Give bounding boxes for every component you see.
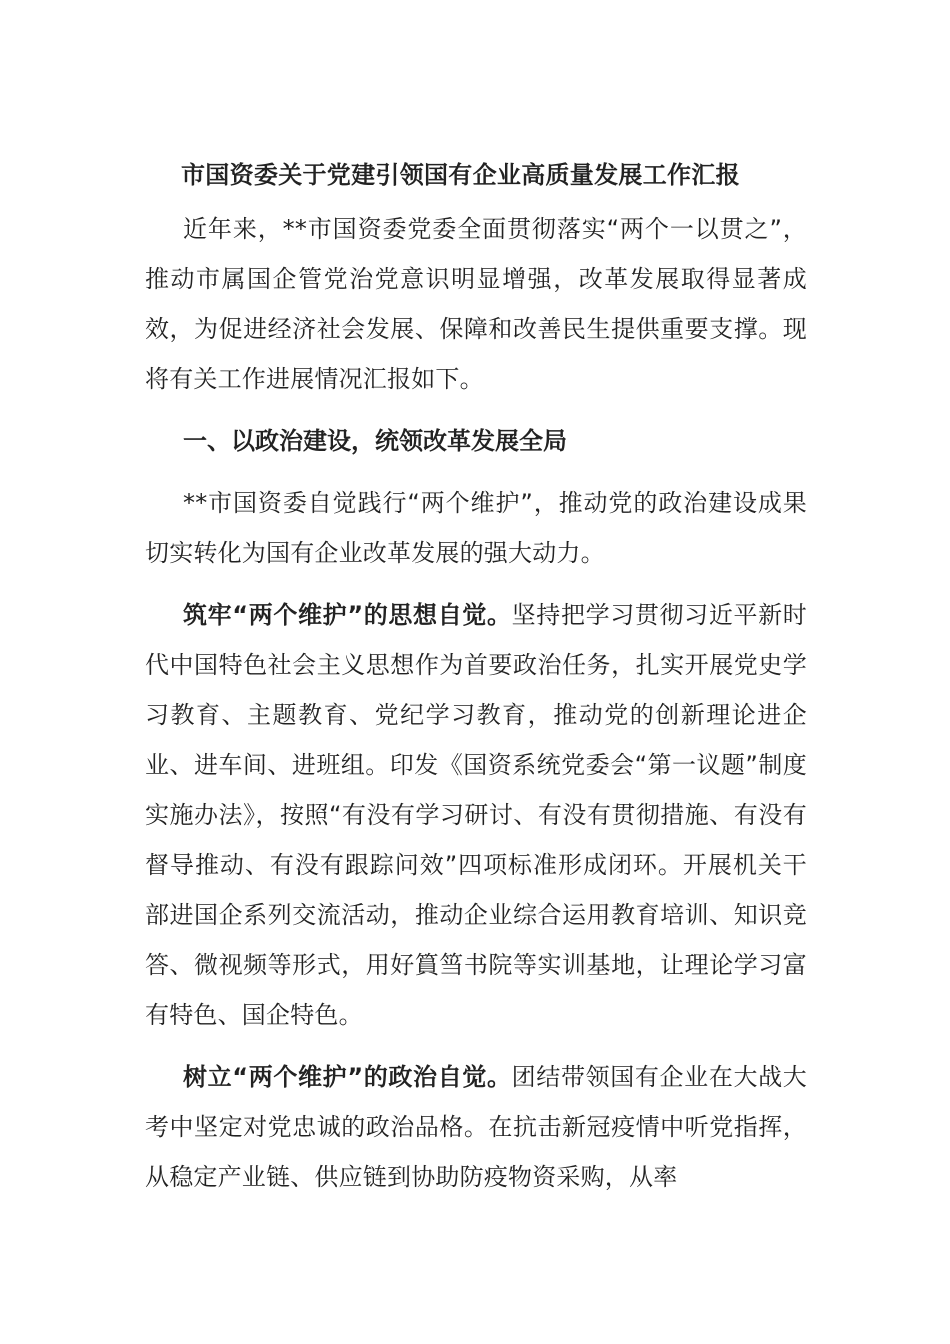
document-title: 市国资委关于党建引领国有企业高质量发展工作汇报 bbox=[181, 161, 740, 189]
item-body-thought: 坚持把学习贯彻习近平新时代中国特色社会主义思想作为首要政治任务，扎实开展党史学习教育、主题教育、党纪学习教育，推动党的创新理论进企业、进车间、进班组。印发《国资系统党委会“第一议题”制度实施办法》，按照“有没有学习研讨、有没有贯彻措施、有没有督导推动、有没有跟踪问效”四项标准形成闭环。开展机关干部进国企系列交流活动，推动企业综合运用教育培训、知识竞答、微视频等形式，用好篔筜书院等实训基地，让理论学习富有特色、国企特色。 bbox=[145, 601, 807, 1029]
item-paragraph-political bbox=[145, 1052, 807, 1202]
item-lead-political: 树立“两个维护”的政治自觉。 bbox=[183, 1063, 512, 1091]
intro-paragraph: 近年来，**市国资委党委全面贯彻落实“两个一以贯之”，推动市属国企管党治党意识明显增强，改革发展取得显著成效，为促进经济社会发展、保障和改善民生提供重要支撑。现将有关工作进展情况汇报如下。 bbox=[145, 215, 807, 393]
section-heading: 一、以政治建设，统领改革发展全局 bbox=[183, 427, 567, 455]
item-lead-thought: 筑牢“两个维护”的思想自觉。 bbox=[183, 601, 512, 629]
item-paragraph-thought bbox=[145, 590, 807, 1040]
section-summary-paragraph: **市国资委自觉践行“两个维护”，推动党的政治建设成果切实转化为国有企业改革发展的强大动力。 bbox=[145, 489, 807, 567]
document-page bbox=[145, 150, 807, 1214]
item-body-political: 团结带领国有企业在大战大考中坚定对党忠诚的政治品格。在抗击新冠疫情中听党指挥，从稳定产业链、供应链到协助防疫物资采购，从率 bbox=[145, 1063, 807, 1191]
